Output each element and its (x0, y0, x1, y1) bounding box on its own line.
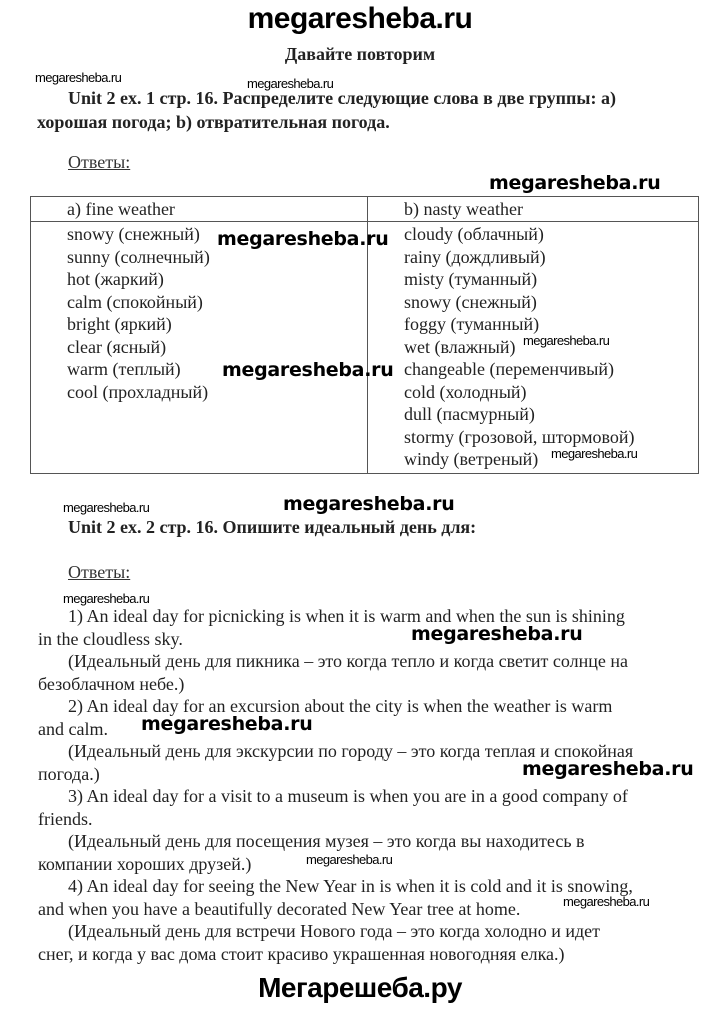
list-item: cool (прохладный) (67, 381, 209, 402)
list-item: warm (теплый) (67, 359, 181, 379)
list-item: snowy (снежный) (67, 224, 200, 244)
watermark: megaresheba.ru (306, 852, 393, 867)
answer-2-en-line1: 2) An ideal day for an excursion about the city is when the weather is warm (68, 696, 613, 716)
list-item: cloudy (облачный) (404, 224, 544, 244)
answer-4-en-line1: 4) An ideal day for seeing the New Year in is when it is cold and it is snowing, (68, 876, 633, 896)
list-item: hot (жаркий) (67, 269, 164, 289)
answer-1-ru-line2: безоблачном небе.) (38, 674, 185, 694)
list-item: stormy (грозовой, штормовой) (404, 426, 635, 447)
answer-3-ru-line1: (Идеальный день для посещения музея – это когда вы находитесь в (68, 831, 585, 851)
answer-1-en-line2: in the cloudless sky. (38, 629, 183, 649)
watermark: megaresheba.ru (63, 591, 150, 606)
answer-3-en-line2: friends. (38, 809, 93, 829)
exercise1-title-line1: Unit 2 ex. 1 стр. 16. Распределите следующие слова в две группы: a) (68, 88, 616, 108)
answer-3-en-line1: 3) An ideal day for a visit to a museum is when you are in a good company of (68, 786, 628, 806)
answers-label: Ответы: (68, 152, 131, 172)
watermark: megaresheba.ru (222, 359, 394, 381)
list-item: windy (ветреный) (404, 449, 539, 469)
list-item: wet (влажный) (404, 336, 516, 357)
footer-brand[interactable]: Мегарешеба.ру (258, 972, 462, 1003)
answer-4-en-line2: and when you have a beautifully decorated New Year tree at home. (38, 899, 521, 919)
list-item: snowy (снежный) (404, 291, 537, 312)
list-item: clear (ясный) (67, 336, 167, 357)
list-item: rainy (дождливый) (404, 246, 546, 267)
answer-2-ru-line1: (Идеальный день для экскурсии по городу – это когда теплая и спокойная (68, 741, 634, 761)
answer-1-ru-line1: (Идеальный день для пикника – это когда тепло и когда светит солнце на (68, 651, 628, 671)
watermark: megaresheba.ru (522, 758, 694, 780)
list-item: calm (спокойный) (67, 291, 203, 312)
answer-2-ru-line2: погода.) (38, 764, 100, 784)
list-item: bright (яркий) (67, 314, 172, 334)
column-header-nasty-weather: b) nasty weather (368, 197, 699, 222)
list-item: dull (пасмурный) (404, 404, 535, 424)
list-item: changeable (переменчивый) (404, 359, 614, 379)
answer-1-en-line1: 1) An ideal day for picnicking is when it is warm and when the sun is shining (68, 606, 625, 626)
fine-weather-cell (31, 222, 368, 474)
list-item: cold (холодный) (404, 381, 527, 402)
watermark: megaresheba.ru (411, 623, 583, 645)
answers-label: Ответы: (68, 562, 131, 582)
answer-2-en-line2: and calm. (38, 719, 108, 739)
section-title: Давайте повторим (284, 44, 436, 64)
watermark: megaresheba.ru (283, 493, 455, 515)
exercise1-title-line2: хорошая погода; b) отвратительная погода. (37, 112, 390, 132)
watermark: megaresheba.ru (35, 70, 122, 85)
table-header-row (31, 197, 699, 222)
watermark: megaresheba.ru (563, 894, 650, 909)
exercise2-title: Unit 2 ex. 2 стр. 16. Опишите идеальный день для: (68, 517, 477, 537)
watermark: megaresheba.ru (141, 713, 313, 735)
watermark: megaresheba.ru (489, 172, 661, 194)
watermark: megaresheba.ru (523, 333, 610, 348)
column-header-fine-weather: a) fine weather (31, 197, 368, 222)
answer-4-ru-line1: (Идеальный день для встречи Нового года – это когда холодно и идет (68, 921, 600, 941)
watermark: megaresheba.ru (247, 76, 334, 91)
watermark: megaresheba.ru (63, 500, 150, 515)
list-item: misty (туманный) (404, 269, 538, 289)
answer-3-ru-line2: компании хороших друзей.) (38, 854, 252, 874)
site-title[interactable]: megaresheba.ru (247, 2, 473, 35)
answer-4-ru-line2: снег, и когда у вас дома стоит красиво украшенная новогодняя елка.) (38, 944, 565, 964)
list-item: foggy (туманный) (404, 314, 540, 334)
watermark: megaresheba.ru (551, 446, 638, 461)
watermark: megaresheba.ru (217, 228, 389, 250)
list-item: sunny (солнечный) (67, 246, 210, 267)
